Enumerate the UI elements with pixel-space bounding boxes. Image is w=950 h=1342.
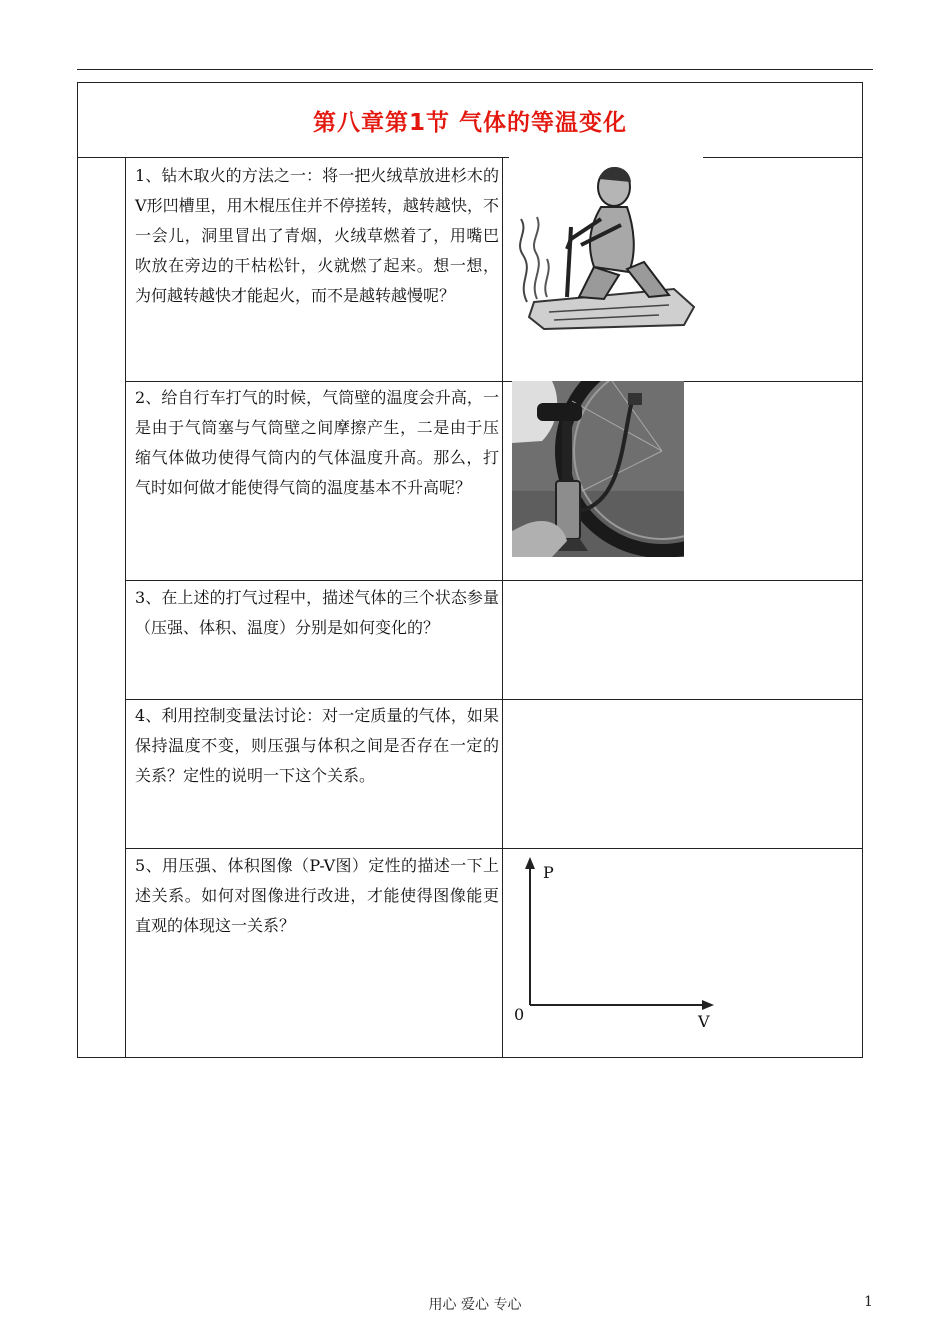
- fire-drill-illustration: [509, 157, 703, 333]
- column-divider: [502, 157, 503, 1057]
- origin-label: 0: [514, 1005, 525, 1024]
- x-axis-arrow: [702, 1000, 714, 1010]
- question-4: 4、利用控制变量法讨论：对一定质量的气体，如果保持温度不变，则压强与体积之间是否存在一定的关系？定性的说明一下这个关系。: [135, 706, 499, 785]
- question-1: 1、钻木取火的方法之一：将一把火绒草放进杉木的V形凹槽里，用木棍压住并不停搓转，越转越快，不一会儿，洞里冒出了青烟，火绒草燃着了，用嘴巴吹放在旁边的干枯松针，火就燃了起来。想一想，为何越转越快才能起火，而不是越转越慢呢？: [135, 166, 499, 305]
- question-3: 3、在上述的打气过程中，描述气体的三个状态参量（压强、体积、温度）分别是如何变化的？: [135, 588, 499, 637]
- title-divider: [78, 157, 862, 158]
- x-axis-label: V: [698, 1012, 710, 1031]
- page-title: 第八章第1节 气体的等温变化: [312, 109, 627, 136]
- bicycle-pump-photo: [512, 381, 684, 557]
- header-rule: [77, 69, 873, 70]
- row-divider: [125, 848, 862, 849]
- page-number: 1: [864, 1294, 873, 1310]
- row-divider: [125, 580, 862, 581]
- y-axis-arrow: [525, 857, 535, 869]
- question-5: 5、用压强、体积图像（P-V图）定性的描述一下上述关系。如何对图像进行改进，才能使得图像能更直观的体现这一关系？: [135, 856, 499, 935]
- pv-graph: [506, 853, 726, 1043]
- column-divider: [125, 157, 126, 1057]
- worksheet-table: [77, 82, 863, 1058]
- row-divider: [125, 381, 862, 382]
- row-divider: [125, 699, 862, 700]
- question-2: 2、给自行车打气的时候，气筒壁的温度会升高，一是由于气筒塞与气筒壁之间摩擦产生，二是由于压缩气体做功使得气筒内的气体温度升高。那么，打气时如何做才能使得气筒的温度基本不升高呢？: [135, 388, 499, 497]
- y-axis-label: P: [543, 863, 554, 882]
- page-footer: 用心 爱心 专心: [428, 1297, 522, 1313]
